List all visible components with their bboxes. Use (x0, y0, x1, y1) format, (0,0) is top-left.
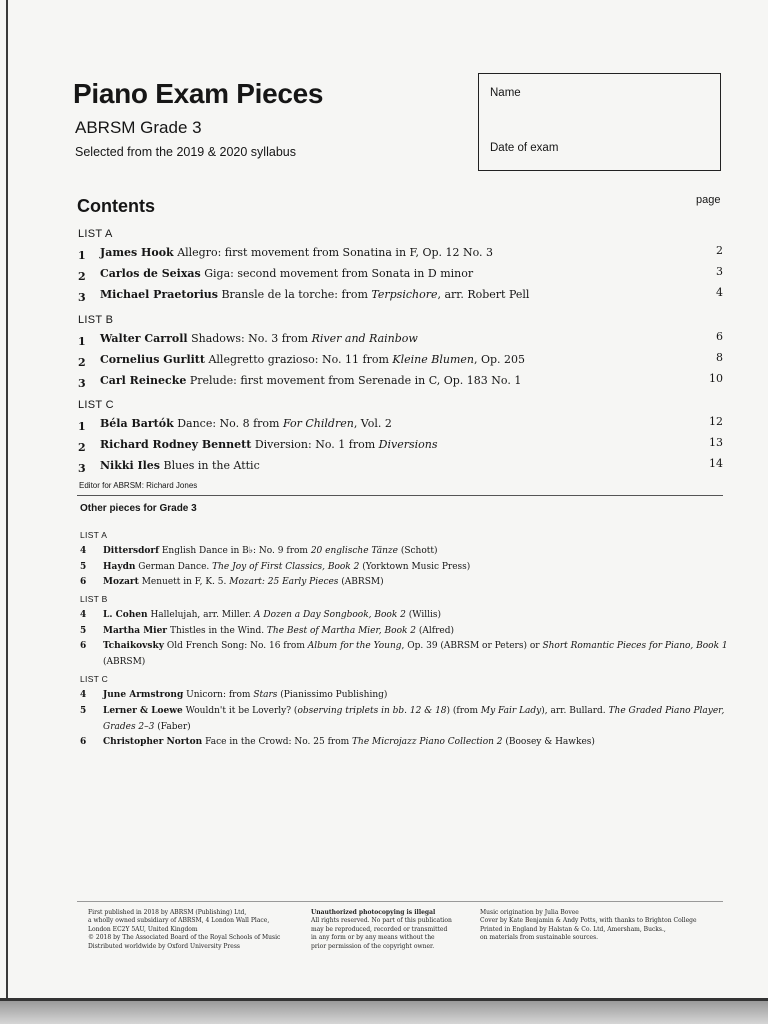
editor-credit: Editor for ABRSM: Richard Jones (79, 481, 198, 490)
piece-description (100, 374, 521, 387)
piece-number: 2 (78, 356, 86, 369)
piece-detail: , Vol. 2 (353, 417, 392, 430)
piece-text: Face in the Crowd: No. 25 from (205, 737, 353, 747)
composer-name: Dittersdorf (103, 546, 159, 556)
composer-name: Carl Reinecke (100, 374, 187, 387)
divider (77, 495, 723, 496)
footer-line: on materials from sustainable sources. (480, 934, 599, 942)
page-number: 10 (709, 372, 723, 385)
composer-name: Béla Bartók (100, 417, 174, 430)
publication-title: observing triplets in bb. 12 & 18 (297, 705, 447, 716)
publisher-info (88, 909, 280, 951)
footer-line: in any form or by any means without the (311, 934, 435, 942)
other-list-heading: LIST C (80, 674, 109, 684)
piece-detail: , arr. Robert Pell (437, 288, 530, 301)
piece-title: Diversion: No. 1 from (254, 438, 379, 451)
footer-line: Music origination by Julia Bovee (480, 909, 579, 916)
collection-title: Terpsichore (371, 288, 438, 301)
footer-heading: Unauthorized photocopying is illegal (311, 909, 436, 916)
piece-number: 4 (80, 690, 87, 700)
footer-line: Cover by Kate Benjamin & Andy Potts, with thanks to Brighton College (480, 917, 697, 925)
footer-line: prior permission of the copyright owner. (311, 942, 435, 950)
piece-number: 1 (78, 420, 86, 433)
piece-title: Prelude: first movement from Serenade in C, Op. 183 No. 1 (189, 374, 522, 387)
publication-title: The Joy of First Classics, Book 2 (212, 561, 360, 572)
piece-text: (Willis) (405, 610, 442, 620)
piece-description (100, 246, 493, 259)
collection-title: Diversions (378, 438, 438, 451)
piece-description (100, 288, 529, 301)
production-credits (480, 909, 697, 943)
page-number: 3 (716, 265, 723, 278)
composer-name: June Armstrong (103, 690, 184, 700)
piece-description (103, 623, 454, 639)
piece-text: , Op. 39 (ABRSM or Peters) or (401, 641, 543, 651)
contents-row (78, 246, 723, 264)
collection-title: River and Rainbow (311, 332, 418, 345)
piece-number: 3 (78, 462, 86, 475)
page-number: 8 (716, 351, 723, 364)
candidate-info-box (478, 73, 721, 171)
composer-name: Nikki Iles (100, 459, 161, 472)
piece-description (100, 332, 418, 345)
publication-title: The Best of Martha Mier, Book 2 (266, 625, 417, 636)
syllabus-note: Selected from the 2019 & 2020 syllabus (75, 145, 296, 159)
contents-row (78, 417, 723, 435)
page-number: 4 (716, 286, 723, 299)
composer-name: Tchaikovsky (103, 641, 164, 651)
piece-text: (Boosey & Hawkes) (502, 737, 595, 747)
piece-number: 5 (80, 625, 87, 636)
other-list-heading: LIST A (80, 530, 108, 540)
list-heading: LIST C (78, 399, 114, 411)
footer-line: may be reproduced, recorded or transmitted (311, 925, 448, 933)
piece-description (100, 438, 437, 451)
other-pieces-heading: Other pieces for Grade 3 (80, 503, 197, 514)
piece-description (103, 687, 387, 703)
footer-line: First published in 2018 by ABRSM (Publishing) Ltd, (88, 909, 247, 916)
piece-detail: , Op. 205 (474, 353, 526, 366)
list-heading: LIST B (78, 314, 114, 326)
piece-text: Unicorn: from (186, 690, 254, 700)
contents-row (78, 438, 723, 456)
piece-title: Allegretto grazioso: No. 11 from (208, 353, 393, 366)
list-heading: LIST A (78, 228, 113, 240)
piece-number: 3 (78, 291, 86, 304)
piece-description (103, 574, 384, 590)
piece-text: Thistles in the Wind. (169, 625, 267, 636)
piece-description (103, 543, 438, 559)
piece-text: (Alfred) (416, 625, 455, 636)
piece-number: 2 (78, 441, 86, 454)
publication-title: The Graded Piano Player, (608, 705, 725, 716)
piece-text: Old French Song: No. 16 from (166, 641, 308, 651)
footer-line: © 2018 by The Associated Board of the Royal Schools of Music (88, 934, 281, 942)
composer-name: Michael Praetorius (100, 288, 218, 301)
composer-name: Haydn (103, 561, 136, 572)
piece-title: Bransle de la torche: from (221, 288, 372, 301)
piece-text: (Yorktown Music Press) (359, 561, 471, 572)
piece-description (103, 607, 441, 623)
piece-number: 6 (80, 737, 87, 747)
contents-row (78, 288, 723, 306)
publication-title: Mozart: 25 Early Pieces (229, 577, 339, 587)
contents-row (78, 267, 723, 285)
piece-description (103, 638, 728, 654)
page-number: 14 (709, 457, 723, 470)
piece-number: 4 (80, 610, 87, 620)
piece-number: 5 (80, 705, 87, 716)
publication-title: Short Romantic Pieces for Piano, Book 1 (542, 641, 728, 651)
page-edge (6, 0, 8, 1000)
composer-name: Lerner & Loewe (103, 705, 183, 716)
piece-number: 2 (78, 270, 86, 283)
composer-name: L. Cohen (103, 610, 148, 620)
piece-description (100, 459, 260, 472)
composer-name: Cornelius Gurlitt (100, 353, 205, 366)
other-list-heading: LIST B (80, 594, 108, 604)
composer-name: Mozart (103, 577, 139, 587)
piece-number: 5 (80, 561, 87, 572)
piece-text: German Dance. (138, 561, 213, 572)
piece-number: 4 (80, 546, 87, 556)
footer-line: All rights reserved. No part of this publication (311, 917, 452, 925)
piece-description (103, 734, 595, 750)
contents-row (78, 332, 723, 350)
collection-title: Kleine Blumen (392, 353, 474, 366)
composer-name: Walter Carroll (100, 332, 188, 345)
piece-number: 1 (78, 249, 86, 262)
page-number: 2 (716, 244, 723, 257)
piece-description (100, 353, 525, 366)
piece-description (103, 559, 470, 575)
piece-title: Shadows: No. 3 from (191, 332, 312, 345)
piece-text: Wouldn't it be Loverly? ( (185, 705, 298, 716)
publication-title: 20 englische Tänze (310, 546, 398, 556)
piece-text: (Pianissimo Publishing) (277, 690, 388, 700)
piece-text: (ABRSM) (338, 577, 384, 587)
piece-number: 1 (78, 335, 86, 348)
page-column-heading: page (696, 194, 721, 206)
page-number: 12 (709, 415, 723, 428)
piece-title: Dance: No. 8 from (177, 417, 283, 430)
footer-line: a wholly owned subsidiary of ABRSM, 4 London Wall Place, (88, 917, 270, 925)
composer-name: Christopher Norton (103, 737, 203, 747)
contents-heading: Contents (77, 196, 155, 216)
publication-title: The Microjazz Piano Collection 2 (352, 737, 503, 747)
grade-subtitle: ABRSM Grade 3 (75, 118, 202, 137)
piece-title: Blues in the Attic (163, 459, 260, 472)
piece-text: (ABRSM) (103, 657, 146, 667)
piece-description-continued (103, 719, 191, 735)
page-number: 6 (716, 330, 723, 343)
publication-title: Grades 2–3 (103, 721, 155, 732)
publication-title: Album for the Young (307, 641, 402, 651)
piece-number: 3 (78, 377, 86, 390)
composer-name: Carlos de Seixas (100, 267, 201, 280)
piece-text: Hallelujah, arr. Miller. (150, 610, 255, 620)
composer-name: James Hook (100, 246, 174, 259)
piece-number: 6 (80, 577, 87, 587)
footer-line: London EC2Y 5AU, United Kingdom (88, 925, 198, 933)
composer-name: Martha Mier (103, 625, 168, 636)
footer-divider (77, 901, 723, 902)
piece-description-continued (103, 654, 145, 670)
copyright-notice (311, 909, 452, 951)
date-of-exam-label: Date of exam (490, 142, 559, 154)
piece-text: Menuett in F, K. 5. (141, 577, 230, 587)
piece-text: ) (from (446, 705, 481, 716)
page-title: Piano Exam Pieces (73, 78, 324, 109)
piece-description (100, 267, 473, 280)
publication-title: My Fair Lady (480, 705, 542, 716)
contents-row (78, 374, 723, 392)
contents-row (78, 353, 723, 371)
composer-name: Richard Rodney Bennett (100, 438, 252, 451)
footer-line: Distributed worldwide by Oxford University Press (88, 942, 241, 950)
piece-text: English Dance in B♭: No. 9 from (161, 546, 311, 556)
piece-title: Giga: second movement from Sonata in D minor (204, 267, 474, 280)
piece-text: (Schott) (397, 546, 438, 556)
footer-line: Printed in England by Halstan & Co. Ltd, Amersham, Bucks., (480, 925, 666, 933)
publication-title: Stars (253, 690, 278, 700)
piece-title: Allegro: first movement from Sonatina in F, Op. 12 No. 3 (177, 246, 494, 259)
page-number: 13 (709, 436, 723, 449)
piece-description (100, 417, 392, 430)
piece-text: ), arr. Bullard. (541, 705, 609, 716)
publication-title: A Dozen a Day Songbook, Book 2 (254, 610, 406, 620)
piece-number: 6 (80, 641, 87, 651)
piece-text: (Faber) (154, 721, 191, 732)
piece-description (103, 703, 724, 719)
name-label: Name (490, 87, 521, 99)
collection-title: For Children (282, 417, 354, 430)
page-bottom-edge (0, 998, 768, 1024)
contents-row (78, 459, 723, 477)
